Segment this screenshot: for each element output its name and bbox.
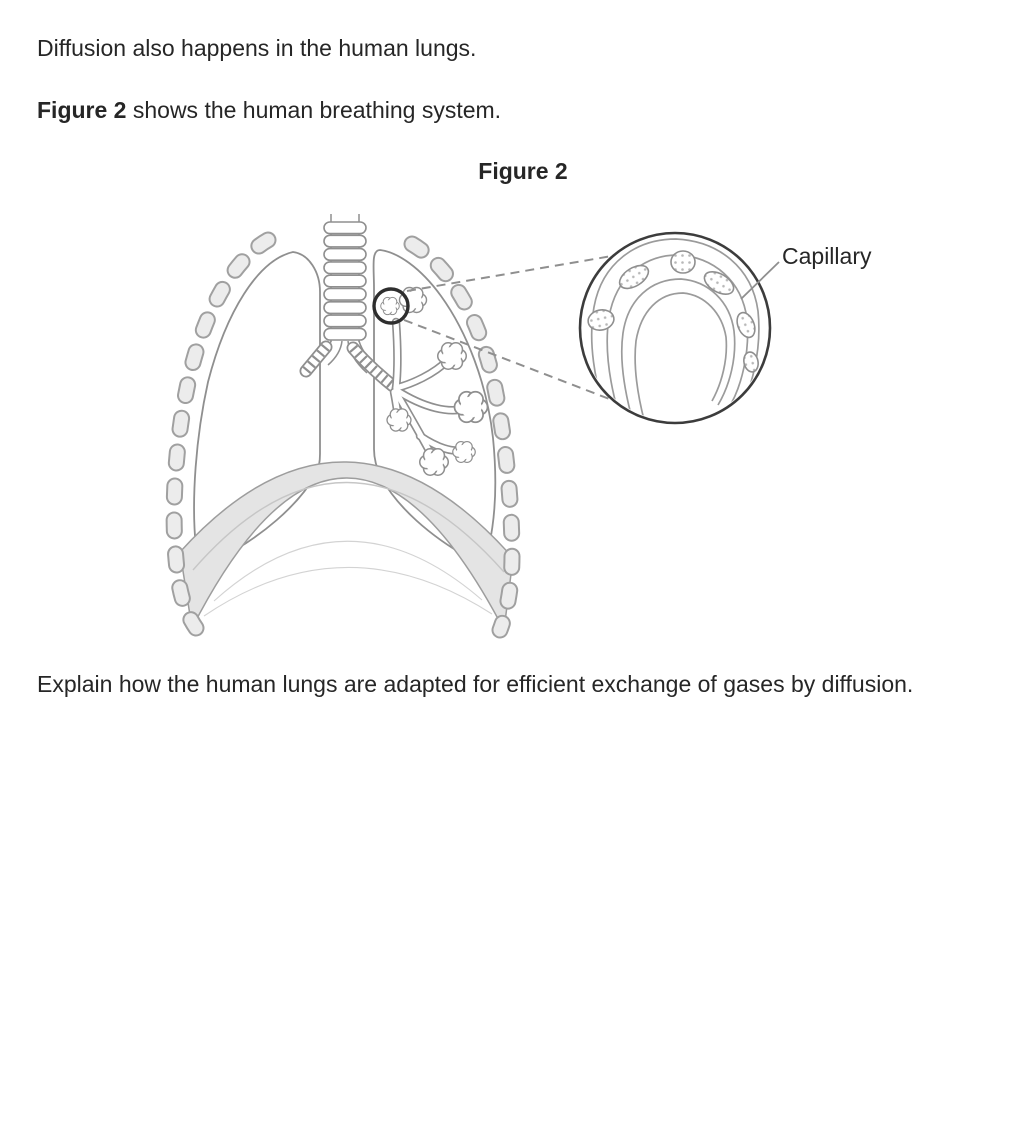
capillary-leader-line xyxy=(741,262,779,299)
question-text: Explain how the human lungs are adapted for efficient exchange of gases by diffusion. xyxy=(37,671,914,697)
alveolus-wall xyxy=(592,239,759,431)
magnifier-circle xyxy=(374,289,408,323)
magnified-alveolus xyxy=(586,239,760,431)
figure-reference-bold: Figure 2 xyxy=(37,97,127,123)
figure-reference-text xyxy=(37,96,501,125)
alveoli-clusters xyxy=(381,287,488,475)
right-lung xyxy=(374,250,496,561)
figure-reference-rest: shows the human breathing system. xyxy=(126,97,502,123)
right-bronchus xyxy=(353,348,393,386)
ribs-right xyxy=(412,244,512,630)
trachea xyxy=(324,214,366,342)
magnified-view-circle xyxy=(580,233,770,423)
ribs-left xyxy=(174,240,268,628)
diaphragm xyxy=(180,462,513,630)
figure-heading: Figure 2 xyxy=(478,158,568,184)
left-bronchus xyxy=(306,347,326,371)
bronchioles xyxy=(394,322,467,458)
capillary-label: Capillary xyxy=(782,243,872,269)
magnification-dashed-lines xyxy=(404,256,612,400)
intro-text: Diffusion also happens in the human lungs. xyxy=(37,35,477,61)
left-lung xyxy=(194,252,320,562)
bronchi xyxy=(306,341,393,386)
capillaries xyxy=(586,251,760,373)
